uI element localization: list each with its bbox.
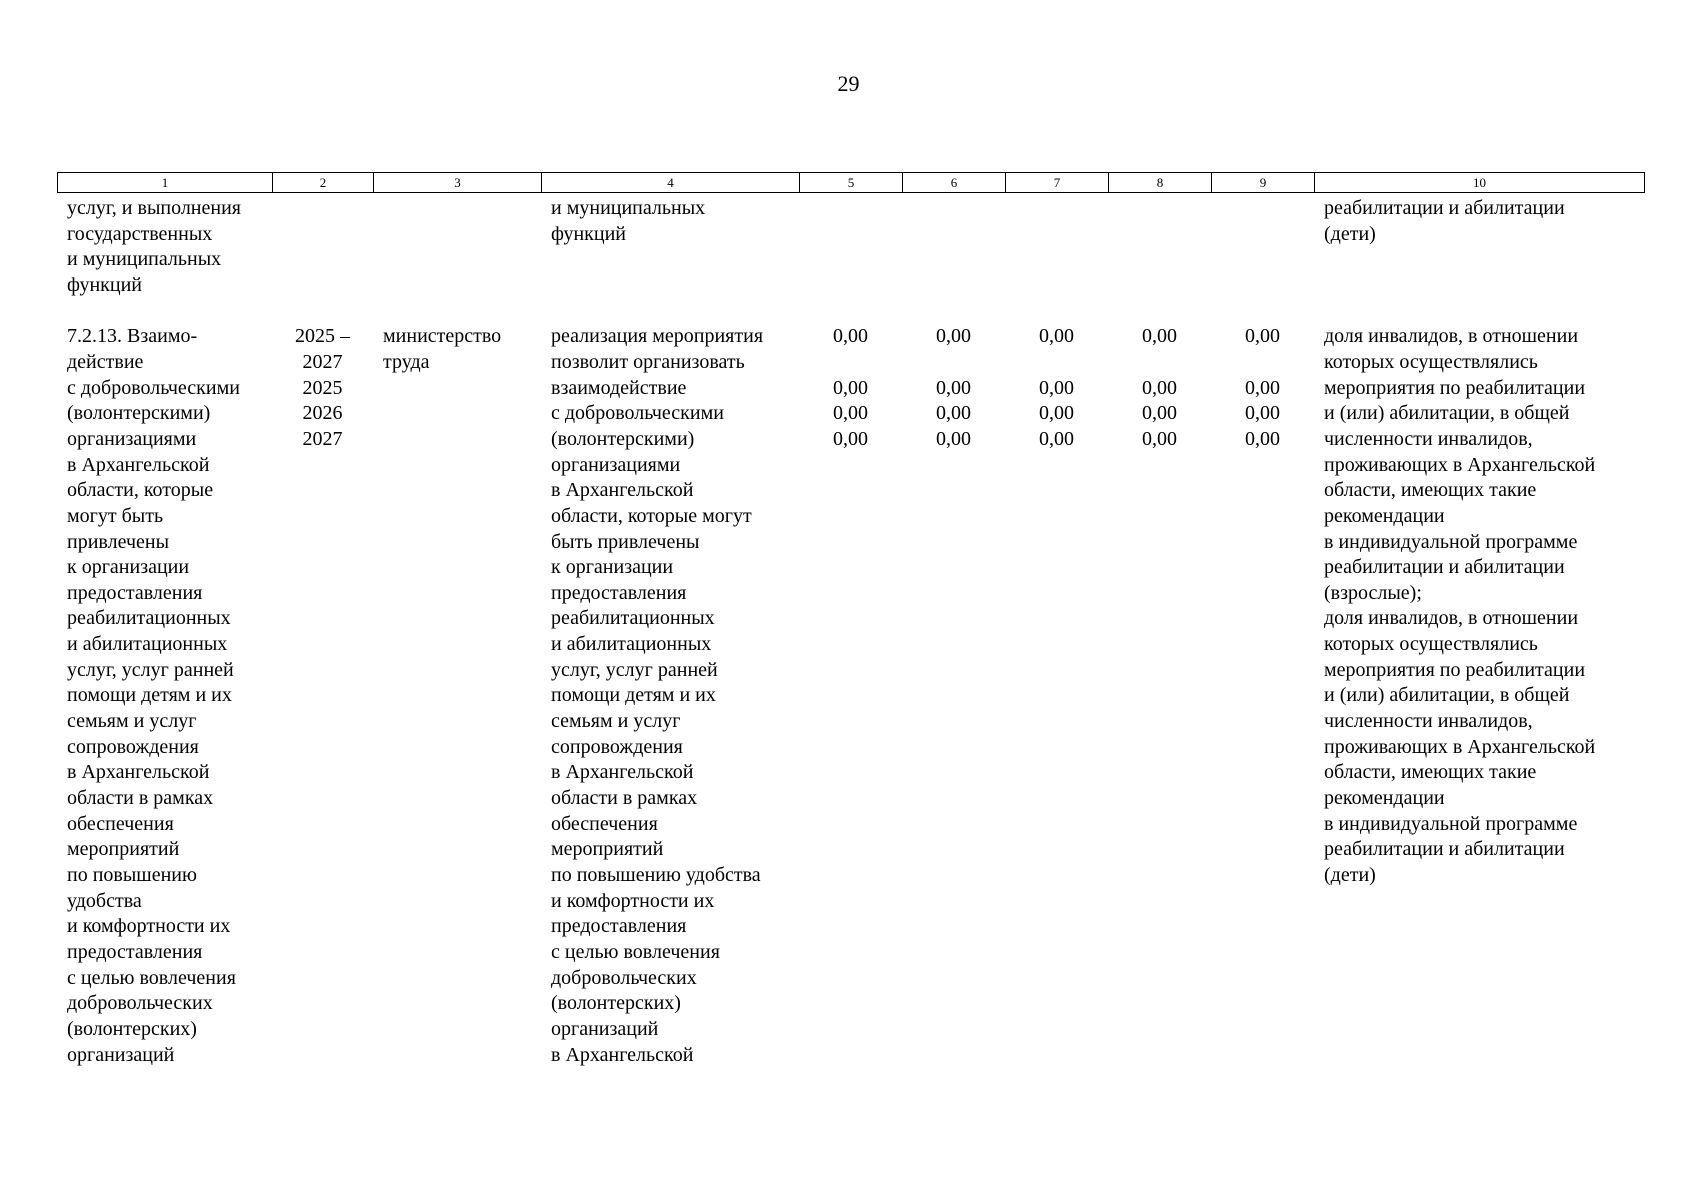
funding-value: 0,00 bbox=[1039, 376, 1074, 399]
funding-value: 0,00 bbox=[833, 402, 868, 425]
table-row bbox=[57, 324, 1645, 1068]
activity-name: 7.2.13. Взаимо- действие с добровольческими (волонтерскими) организациями в Архангельской области, которые могут быть привлечены к организации предоставления реабилитационных и абилитационных услуг, услуг ранней помощи детям и их семьям и услуг сопровождения в Архангельской области в рамках обеспечения мероприятий по повышению удобства и комфортности их предоставления с целью вовлечения добровольческих (волонтерских) организаций bbox=[67, 325, 240, 1066]
period-year: 2027 bbox=[302, 427, 343, 450]
column-number-10: 10 bbox=[1314, 173, 1645, 192]
funding-column-6 bbox=[902, 324, 1005, 1068]
funding-column-5 bbox=[799, 324, 902, 1068]
continuation-result-text: и муниципальных функций bbox=[551, 197, 706, 245]
funding-value: 0,00 bbox=[1245, 376, 1280, 399]
page-number: 29 bbox=[837, 71, 860, 96]
column-number-5: 5 bbox=[799, 173, 902, 192]
funding-value: 0,00 bbox=[1142, 427, 1177, 450]
funding-value: 0,00 bbox=[1142, 376, 1177, 399]
funding-value: 0,00 bbox=[1245, 402, 1280, 425]
continuation-indicator-text: реабилитации и абилитации (дети) bbox=[1324, 197, 1565, 245]
column-number-2: 2 bbox=[272, 173, 373, 192]
funding-value: 0,00 bbox=[1039, 325, 1074, 348]
period-year: 2025 bbox=[302, 376, 343, 399]
period-column bbox=[272, 324, 373, 1068]
column-number-8: 8 bbox=[1108, 173, 1211, 192]
continuation-activity-text: услуг, и выполнения государственных и муниципальных функций bbox=[67, 197, 241, 296]
table-body bbox=[57, 196, 1645, 1068]
funding-value: 0,00 bbox=[1142, 402, 1177, 425]
column-number-1: 1 bbox=[57, 173, 272, 192]
funding-value: 0,00 bbox=[936, 376, 971, 399]
funding-value: 0,00 bbox=[833, 376, 868, 399]
funding-value: 0,00 bbox=[1142, 325, 1177, 348]
funding-value: 0,00 bbox=[1039, 402, 1074, 425]
column-number-9: 9 bbox=[1211, 173, 1314, 192]
column-number-header bbox=[57, 172, 1645, 193]
column-number-7: 7 bbox=[1005, 173, 1108, 192]
funding-value: 0,00 bbox=[833, 427, 868, 450]
responsible-executor: министерство труда bbox=[383, 325, 502, 373]
funding-value: 0,00 bbox=[1245, 427, 1280, 450]
table-row-continuation bbox=[57, 196, 1645, 299]
funding-column-8 bbox=[1108, 324, 1211, 1068]
funding-column-7 bbox=[1005, 324, 1108, 1068]
funding-value: 0,00 bbox=[1245, 325, 1280, 348]
funding-value: 0,00 bbox=[1039, 427, 1074, 450]
funding-value: 0,00 bbox=[833, 325, 868, 348]
funding-value: 0,00 bbox=[936, 402, 971, 425]
funding-value: 0,00 bbox=[936, 427, 971, 450]
period-total: 2025 – 2027 bbox=[295, 325, 350, 373]
funding-column-9 bbox=[1211, 324, 1314, 1068]
target-indicators: доля инвалидов, в отношении которых осуществлялись мероприятия по реабилитации и (или) абилитации, в общей численности инвалидов, проживающих в Архангельской области, имеющих такие рекомендации в индивидуальной программе реабилитации и абилитации (взрослые); доля инвалидов, в отношении которых осуществлялись мероприятия по реабилитации и (или) абилитации, в общей численности инвалидов, проживающих в Архангельской области, имеющих такие рекомендации в индивидуальной программе реабилитации и абилитации (дети) bbox=[1324, 325, 1596, 887]
column-number-3: 3 bbox=[373, 173, 541, 192]
expected-result: реализация мероприятия позволит организовать взаимодействие с добровольческими (волонтерскими) организациями в Архангельской области, которые могут быть привлечены к организации предоставления реабилитационных и абилитационных услуг, услуг ранней помощи детям и их семьям и услуг сопровождения в Архангельской области в рамках обеспечения мероприятий по повышению удобства и комфортности их предоставления с целью вовлечения добровольческих (волонтерских) организаций в Архангельской bbox=[551, 325, 764, 1066]
column-number-4: 4 bbox=[541, 173, 799, 192]
period-year: 2026 bbox=[302, 402, 343, 425]
column-number-6: 6 bbox=[902, 173, 1005, 192]
funding-value: 0,00 bbox=[936, 325, 971, 348]
